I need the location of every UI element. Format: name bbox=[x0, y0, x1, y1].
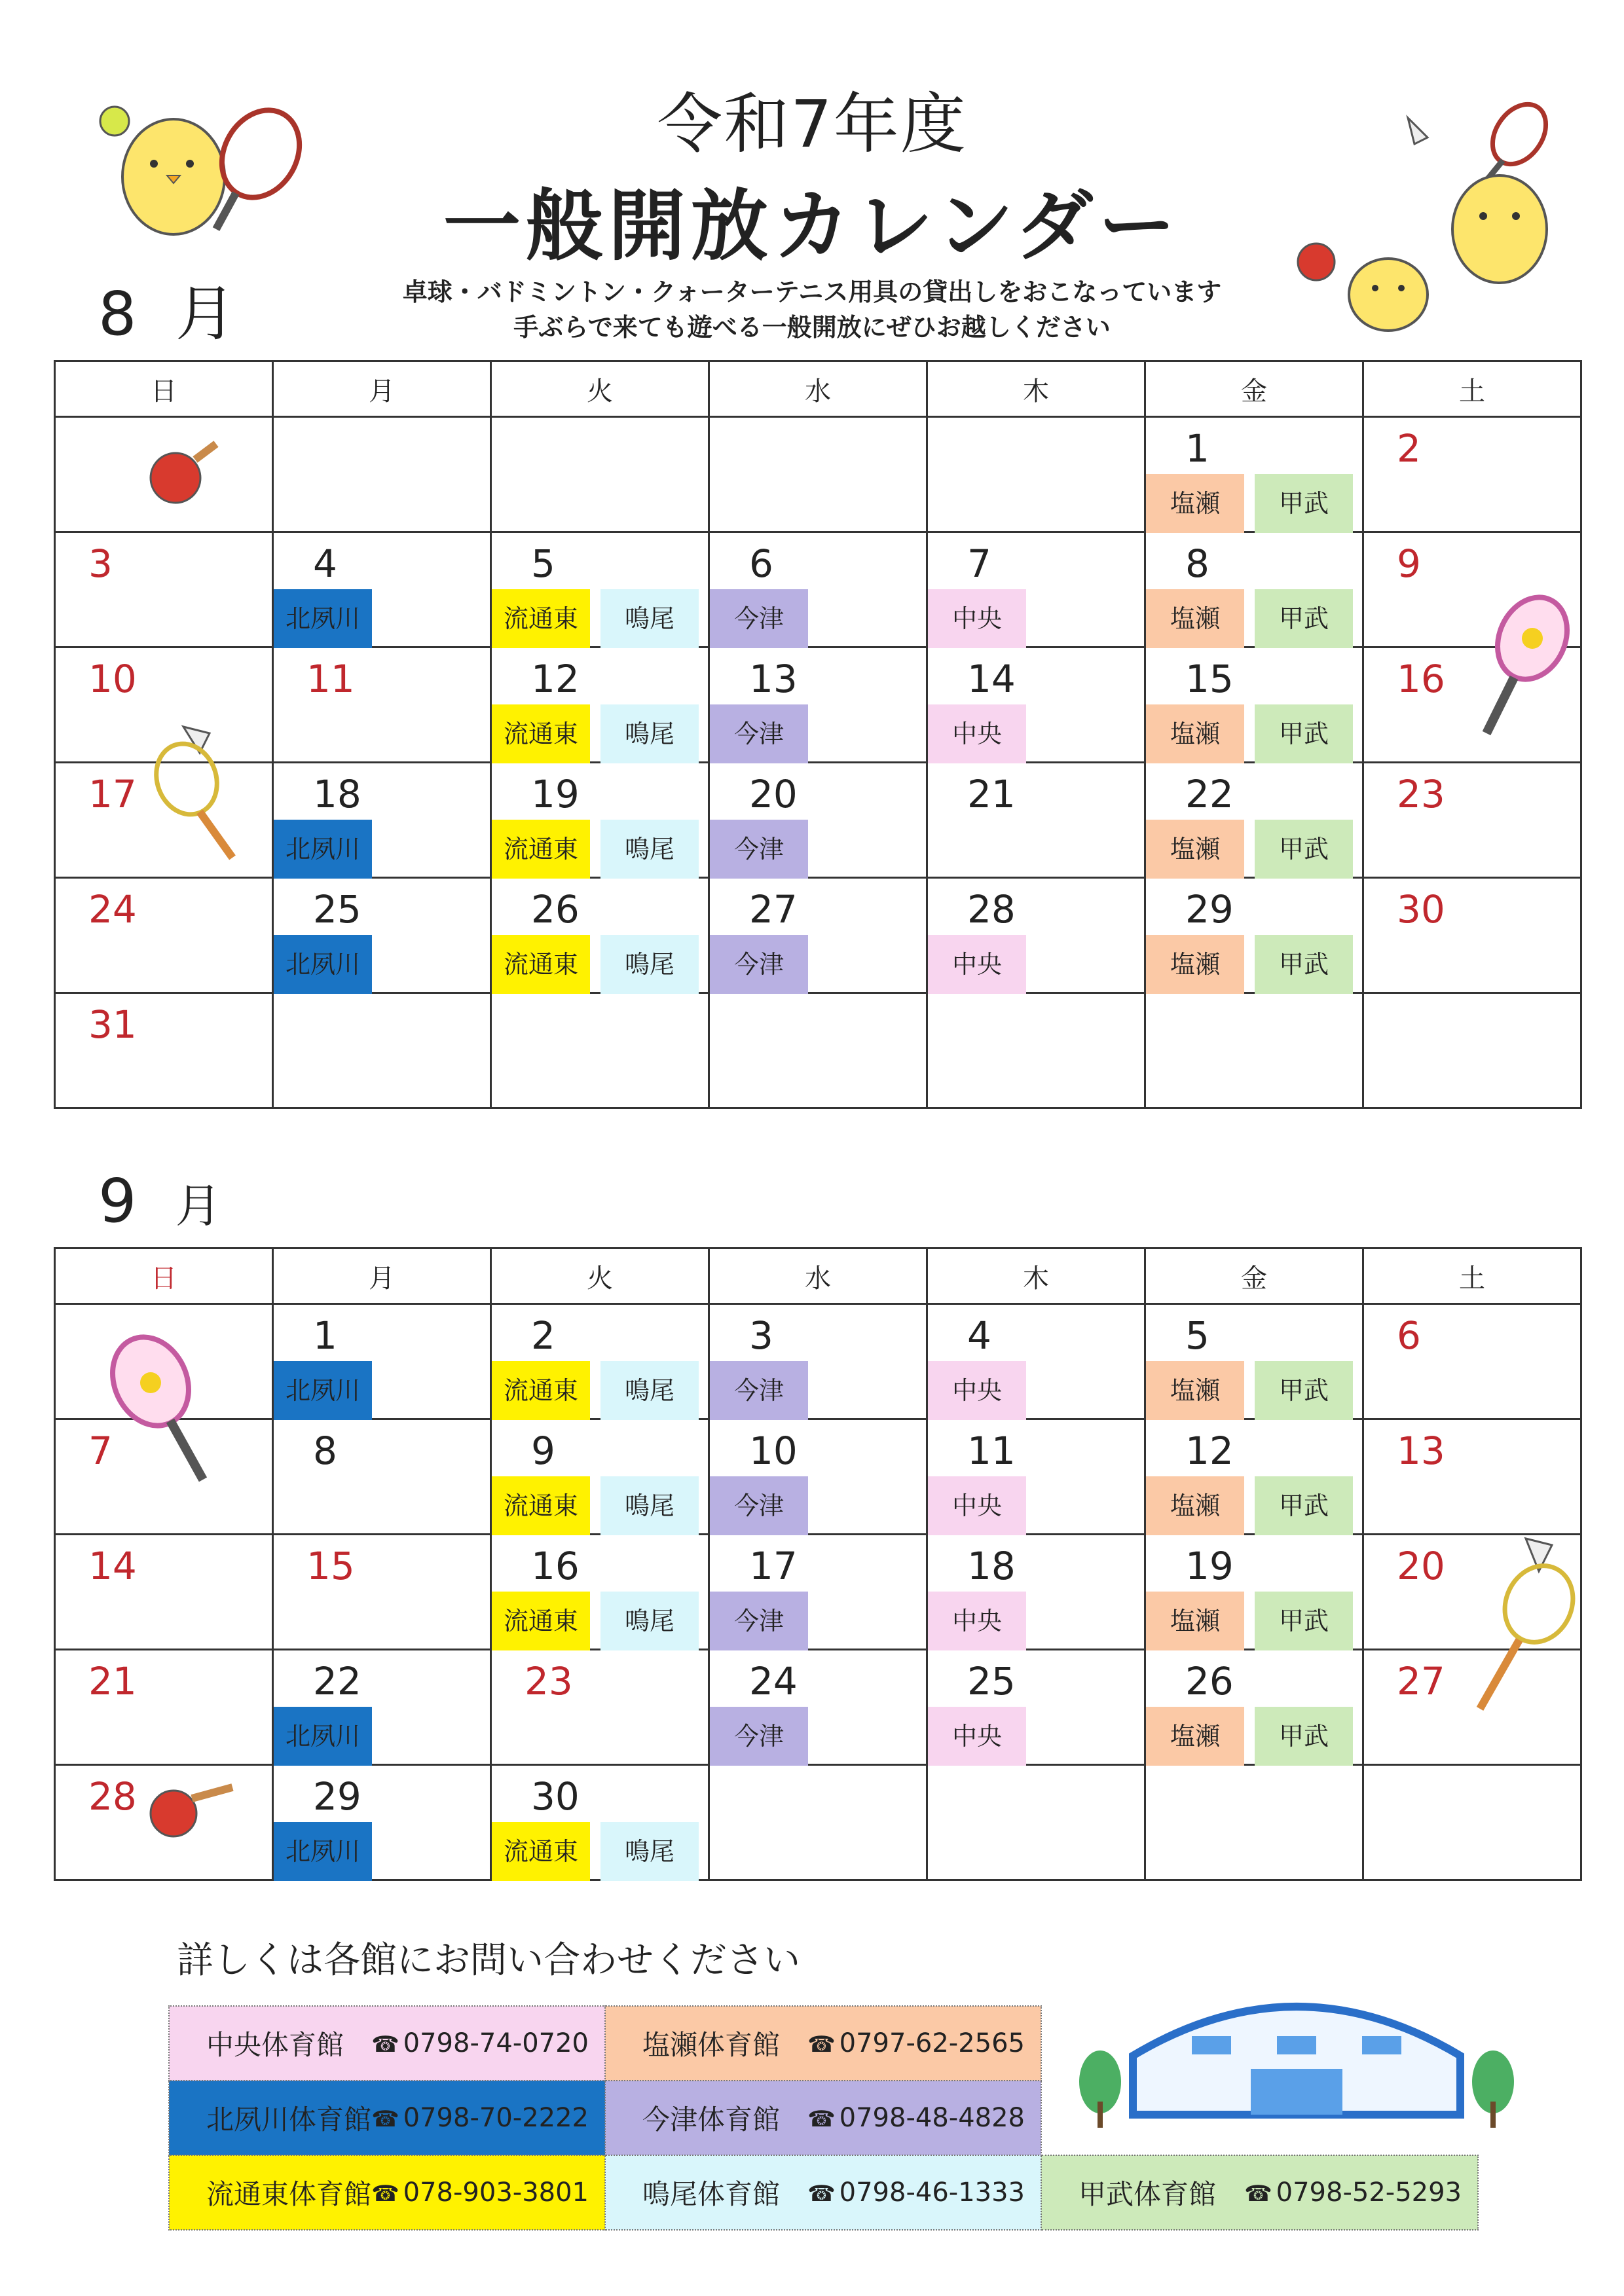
day-number: 6 bbox=[1397, 1313, 1421, 1358]
calendar-day-cell bbox=[491, 763, 709, 878]
day-number: 15 bbox=[306, 1544, 355, 1588]
day-number: 18 bbox=[313, 772, 361, 816]
day-number: 3 bbox=[749, 1313, 773, 1358]
venue-badge: 中央 bbox=[928, 1707, 1026, 1766]
gym-phone[interactable] bbox=[807, 2028, 1025, 2058]
day-number: 25 bbox=[967, 1659, 1016, 1704]
venue-badge: 塩瀬 bbox=[1146, 820, 1244, 879]
venue-badge: 北夙川 bbox=[274, 1822, 372, 1881]
calendar-day-cell bbox=[55, 993, 273, 1108]
venue-badge: 今津 bbox=[710, 1361, 808, 1420]
venue-badge: 鳴尾 bbox=[600, 1476, 699, 1535]
weekday-header: 木 bbox=[927, 1248, 1145, 1304]
day-number: 16 bbox=[531, 1544, 580, 1588]
day-number: 2 bbox=[531, 1313, 555, 1358]
calendar-day-cell bbox=[927, 1765, 1145, 1880]
calendar-week-row bbox=[55, 1650, 1581, 1765]
calendar-day-cell bbox=[709, 417, 927, 532]
venue-badge: 流通東 bbox=[492, 704, 590, 763]
day-number: 10 bbox=[88, 657, 137, 701]
venue-badge: 中央 bbox=[928, 704, 1026, 763]
phone-icon: ☎ bbox=[807, 2181, 836, 2207]
venue-badge: 鳴尾 bbox=[600, 935, 699, 994]
day-number: 23 bbox=[1397, 772, 1445, 816]
day-number: 16 bbox=[1397, 657, 1445, 701]
month-number: 8 bbox=[98, 279, 137, 349]
weekday-header: 金 bbox=[1145, 1248, 1363, 1304]
calendar-day-cell bbox=[55, 532, 273, 647]
venue-badge: 中央 bbox=[928, 935, 1026, 994]
calendar-day-cell bbox=[491, 1650, 709, 1765]
day-number: 12 bbox=[1185, 1429, 1234, 1473]
phone-number: 0798-70-2222 bbox=[403, 2103, 589, 2133]
calendar-week-row bbox=[55, 1304, 1581, 1419]
day-number: 1 bbox=[1185, 426, 1209, 471]
day-number: 26 bbox=[1185, 1659, 1234, 1704]
calendar-day-cell bbox=[709, 763, 927, 878]
calendar-day-cell bbox=[1363, 1304, 1581, 1419]
calendar-day-cell bbox=[1363, 878, 1581, 993]
day-number: 27 bbox=[749, 887, 798, 932]
venue-badge: 鳴尾 bbox=[600, 820, 699, 879]
venue-badge: 鳴尾 bbox=[600, 1361, 699, 1420]
calendar-day-cell bbox=[1145, 1419, 1363, 1535]
calendar-day-cell bbox=[1145, 532, 1363, 647]
contact-cell bbox=[169, 2155, 605, 2230]
calendar-day-cell bbox=[491, 993, 709, 1108]
phone-number: 0798-46-1333 bbox=[839, 2178, 1025, 2208]
calendar-day-cell bbox=[1363, 1419, 1581, 1535]
phone-number: 0798-48-4828 bbox=[839, 2103, 1025, 2133]
venue-badge: 塩瀬 bbox=[1146, 1592, 1244, 1650]
day-number: 13 bbox=[749, 657, 798, 701]
weekday-header: 火 bbox=[491, 1248, 709, 1304]
contact-cell bbox=[605, 2155, 1041, 2230]
weekday-header: 日 bbox=[55, 1248, 273, 1304]
badminton-racket-icon bbox=[138, 714, 255, 871]
day-number: 3 bbox=[88, 541, 113, 586]
day-number: 8 bbox=[1185, 541, 1209, 586]
venue-badge: 今津 bbox=[710, 820, 808, 879]
venue-badge: 流通東 bbox=[492, 1476, 590, 1535]
contact-cell bbox=[605, 2006, 1041, 2081]
day-number: 17 bbox=[749, 1544, 798, 1588]
venue-badge: 塩瀬 bbox=[1146, 1361, 1244, 1420]
day-number: 23 bbox=[525, 1659, 573, 1704]
weekday-header: 月 bbox=[273, 1248, 491, 1304]
phone-icon: ☎ bbox=[371, 2181, 399, 2207]
day-number: 22 bbox=[1185, 772, 1234, 816]
venue-badge: 北夙川 bbox=[274, 820, 372, 879]
title-year: 令和7年度 bbox=[657, 86, 967, 162]
calendar-day-cell bbox=[273, 1419, 491, 1535]
day-number: 5 bbox=[531, 541, 555, 586]
calendar-day-cell bbox=[273, 647, 491, 763]
venue-badge: 今津 bbox=[710, 704, 808, 763]
calendar-week-row bbox=[55, 532, 1581, 647]
venue-badge: 中央 bbox=[928, 589, 1026, 648]
phone-number: 0798-74-0720 bbox=[403, 2028, 589, 2058]
calendar-day-cell bbox=[927, 1650, 1145, 1765]
weekday-header: 土 bbox=[1363, 361, 1581, 417]
phone-icon: ☎ bbox=[807, 2032, 836, 2058]
venue-badge: 塩瀬 bbox=[1146, 704, 1244, 763]
contact-heading: 詳しくは各館にお問い合わせください bbox=[177, 1939, 800, 1982]
day-number: 28 bbox=[88, 1774, 137, 1819]
calendar-day-cell bbox=[1145, 878, 1363, 993]
venue-badge: 塩瀬 bbox=[1146, 589, 1244, 648]
day-number: 24 bbox=[749, 1659, 798, 1704]
venue-badge: 甲武 bbox=[1255, 1476, 1353, 1535]
day-number: 19 bbox=[1185, 1544, 1234, 1588]
calendar-day-cell bbox=[491, 417, 709, 532]
day-number: 6 bbox=[749, 541, 773, 586]
calendar-day-cell bbox=[709, 1535, 927, 1650]
calendar-day-cell bbox=[1145, 647, 1363, 763]
day-number: 18 bbox=[967, 1544, 1016, 1588]
venue-badge: 甲武 bbox=[1255, 1707, 1353, 1766]
day-number: 14 bbox=[967, 657, 1016, 701]
ping-pong-paddle-icon bbox=[141, 1777, 239, 1843]
phone-icon: ☎ bbox=[807, 2106, 836, 2132]
venue-badge: 北夙川 bbox=[274, 935, 372, 994]
venue-badge: 流通東 bbox=[492, 1592, 590, 1650]
calendar-day-cell bbox=[927, 878, 1145, 993]
day-number: 28 bbox=[967, 887, 1016, 932]
calendar-day-cell bbox=[709, 647, 927, 763]
day-number: 19 bbox=[531, 772, 580, 816]
venue-badge: 中央 bbox=[928, 1476, 1026, 1535]
day-number: 14 bbox=[88, 1544, 137, 1588]
calendar-day-cell bbox=[927, 417, 1145, 532]
calendar-day-cell bbox=[491, 878, 709, 993]
calendar-day-cell bbox=[709, 993, 927, 1108]
day-number: 24 bbox=[88, 887, 137, 932]
day-number: 9 bbox=[531, 1429, 555, 1473]
day-number: 9 bbox=[1397, 541, 1421, 586]
calendar-day-cell bbox=[273, 1535, 491, 1650]
contact-cell bbox=[605, 2081, 1041, 2155]
gym-phone[interactable] bbox=[371, 2103, 589, 2133]
calendar-september bbox=[54, 1247, 1582, 1881]
calendar-day-cell bbox=[273, 763, 491, 878]
gym-name: 塩瀬体育館 bbox=[642, 2029, 781, 2061]
calendar-day-cell bbox=[491, 1304, 709, 1419]
calendar-day-cell bbox=[709, 1650, 927, 1765]
day-number: 11 bbox=[967, 1429, 1016, 1473]
venue-badge: 中央 bbox=[928, 1361, 1026, 1420]
calendar-day-cell bbox=[709, 1304, 927, 1419]
month-label-sep bbox=[98, 1166, 221, 1239]
chick-badminton-icon bbox=[1277, 98, 1552, 334]
calendar-day-cell bbox=[709, 1419, 927, 1535]
day-number: 2 bbox=[1397, 426, 1421, 471]
calendar-day-cell bbox=[273, 878, 491, 993]
calendar-day-cell bbox=[1145, 1304, 1363, 1419]
venue-badge: 塩瀬 bbox=[1146, 935, 1244, 994]
venue-badge: 今津 bbox=[710, 1707, 808, 1766]
month-unit: 月 bbox=[175, 1179, 221, 1233]
calendar-day-cell bbox=[709, 878, 927, 993]
calendar-day-cell bbox=[1145, 417, 1363, 532]
month-number: 9 bbox=[98, 1166, 137, 1236]
subtitle-line-1: 卓球・バドミントン・クォーターテニス用具の貸出しをおこなっています bbox=[402, 278, 1222, 306]
gymnasium-icon bbox=[1074, 1984, 1519, 2134]
venue-badge: 北夙川 bbox=[274, 589, 372, 648]
calendar-week-row bbox=[55, 763, 1581, 878]
calendar-day-cell bbox=[1145, 1650, 1363, 1765]
venue-badge: 甲武 bbox=[1255, 589, 1353, 648]
calendar-day-cell bbox=[927, 993, 1145, 1108]
gym-phone[interactable] bbox=[807, 2178, 1025, 2208]
weekday-header: 火 bbox=[491, 361, 709, 417]
venue-badge: 甲武 bbox=[1255, 704, 1353, 763]
day-number: 5 bbox=[1185, 1313, 1209, 1358]
calendar-day-cell bbox=[1363, 763, 1581, 878]
calendar-day-cell bbox=[709, 532, 927, 647]
calendar-day-cell bbox=[1145, 1765, 1363, 1880]
weekday-header: 金 bbox=[1145, 361, 1363, 417]
gym-name: 北夙川体育館 bbox=[206, 2104, 372, 2136]
calendar-august bbox=[54, 360, 1582, 1109]
venue-badge: 甲武 bbox=[1255, 1361, 1353, 1420]
venue-badge: 鳴尾 bbox=[600, 704, 699, 763]
calendar-day-cell bbox=[1363, 417, 1581, 532]
day-number: 4 bbox=[313, 541, 337, 586]
day-number: 4 bbox=[967, 1313, 991, 1358]
calendar-day-cell bbox=[273, 417, 491, 532]
contact-cell bbox=[1041, 2155, 1478, 2230]
calendar-week-row bbox=[55, 878, 1581, 993]
calendar-day-cell bbox=[491, 532, 709, 647]
subtitle-line-2: 手ぶらで来ても遊べる一般開放にぜひお越しください bbox=[513, 313, 1111, 342]
calendar-day-cell bbox=[55, 1535, 273, 1650]
venue-badge: 鳴尾 bbox=[600, 1592, 699, 1650]
venue-badge: 甲武 bbox=[1255, 1592, 1353, 1650]
day-number: 10 bbox=[749, 1429, 798, 1473]
calendar-day-cell bbox=[491, 1419, 709, 1535]
month-unit: 月 bbox=[175, 279, 236, 349]
day-number: 8 bbox=[313, 1429, 337, 1473]
day-number: 30 bbox=[1397, 887, 1445, 932]
badminton-racket-icon bbox=[1454, 1532, 1585, 1728]
calendar-day-cell bbox=[273, 1304, 491, 1419]
tennis-racket-icon bbox=[98, 1329, 223, 1499]
venue-badge: 北夙川 bbox=[274, 1361, 372, 1420]
calendar-day-cell bbox=[927, 1419, 1145, 1535]
phone-number: 0797-62-2565 bbox=[839, 2028, 1025, 2058]
gym-name: 中央体育館 bbox=[206, 2029, 344, 2061]
calendar-day-cell bbox=[273, 1765, 491, 1880]
day-number: 25 bbox=[313, 887, 361, 932]
venue-badge: 中央 bbox=[928, 1592, 1026, 1650]
gym-phone[interactable] bbox=[371, 2028, 589, 2058]
day-number: 29 bbox=[313, 1774, 361, 1819]
phone-icon: ☎ bbox=[1244, 2181, 1272, 2207]
calendar-day-cell bbox=[927, 532, 1145, 647]
contact-cell bbox=[169, 2081, 605, 2155]
calendar-week-row bbox=[55, 1419, 1581, 1535]
day-number: 15 bbox=[1185, 657, 1234, 701]
calendar-day-cell bbox=[491, 1765, 709, 1880]
weekday-header: 月 bbox=[273, 361, 491, 417]
venue-badge: 流通東 bbox=[492, 820, 590, 879]
calendar-day-cell bbox=[55, 1650, 273, 1765]
month-label-aug bbox=[98, 279, 236, 349]
calendar-week-row bbox=[55, 1765, 1581, 1880]
tennis-racket-icon bbox=[1460, 589, 1578, 746]
gym-phone[interactable] bbox=[807, 2103, 1025, 2133]
day-number: 7 bbox=[967, 541, 991, 586]
calendar-day-cell bbox=[927, 647, 1145, 763]
venue-badge: 塩瀬 bbox=[1146, 474, 1244, 533]
phone-icon: ☎ bbox=[371, 2106, 399, 2132]
phone-number: 078-903-3801 bbox=[403, 2178, 589, 2208]
gym-name: 流通東体育館 bbox=[206, 2178, 372, 2210]
day-number: 31 bbox=[88, 1002, 137, 1047]
venue-badge: 流通東 bbox=[492, 935, 590, 994]
calendar-day-cell bbox=[1363, 993, 1581, 1108]
calendar-day-cell bbox=[927, 763, 1145, 878]
gym-phone[interactable] bbox=[1244, 2178, 1462, 2208]
calendar-day-cell bbox=[273, 532, 491, 647]
weekday-header: 水 bbox=[709, 1248, 927, 1304]
venue-badge: 北夙川 bbox=[274, 1707, 372, 1766]
venue-badge: 今津 bbox=[710, 1476, 808, 1535]
ping-pong-paddle-icon bbox=[144, 439, 223, 511]
contact-cell bbox=[169, 2006, 605, 2081]
gym-phone[interactable] bbox=[371, 2178, 589, 2208]
day-number: 20 bbox=[749, 772, 798, 816]
day-number: 21 bbox=[967, 772, 1016, 816]
calendar-day-cell bbox=[927, 1535, 1145, 1650]
calendar-day-cell bbox=[1145, 763, 1363, 878]
contact-row bbox=[169, 2155, 1478, 2230]
venue-badge: 流通東 bbox=[492, 1361, 590, 1420]
venue-badge: 流通東 bbox=[492, 1822, 590, 1881]
venue-badge: 鳴尾 bbox=[600, 1822, 699, 1881]
gym-name: 鳴尾体育館 bbox=[642, 2178, 781, 2210]
calendar-week-row bbox=[55, 1535, 1581, 1650]
calendar-day-cell bbox=[273, 1650, 491, 1765]
calendar-day-cell bbox=[491, 1535, 709, 1650]
calendar-day-cell bbox=[1145, 993, 1363, 1108]
weekday-header: 日 bbox=[55, 361, 273, 417]
calendar-day-cell bbox=[491, 647, 709, 763]
day-number: 27 bbox=[1397, 1659, 1445, 1704]
venue-badge: 流通東 bbox=[492, 589, 590, 648]
day-number: 11 bbox=[306, 657, 355, 701]
venue-badge: 甲武 bbox=[1255, 935, 1353, 994]
calendar-day-cell bbox=[55, 878, 273, 993]
gym-name: 今津体育館 bbox=[642, 2104, 781, 2136]
calendar-day-cell bbox=[273, 993, 491, 1108]
day-number: 26 bbox=[531, 887, 580, 932]
venue-badge: 甲武 bbox=[1255, 474, 1353, 533]
venue-badge: 鳴尾 bbox=[600, 589, 699, 648]
day-number: 29 bbox=[1185, 887, 1234, 932]
calendar-day-cell bbox=[1145, 1535, 1363, 1650]
weekday-header: 土 bbox=[1363, 1248, 1581, 1304]
chick-tennis-icon bbox=[98, 98, 314, 255]
day-number: 17 bbox=[88, 772, 137, 816]
day-number: 22 bbox=[313, 1659, 361, 1704]
calendar-week-row bbox=[55, 417, 1581, 532]
day-number: 7 bbox=[88, 1429, 113, 1473]
venue-badge: 甲武 bbox=[1255, 820, 1353, 879]
venue-badge: 今津 bbox=[710, 1592, 808, 1650]
weekday-header: 水 bbox=[709, 361, 927, 417]
venue-badge: 今津 bbox=[710, 935, 808, 994]
day-number: 20 bbox=[1397, 1544, 1445, 1588]
calendar-day-cell bbox=[1363, 1765, 1581, 1880]
phone-number: 0798-52-5293 bbox=[1276, 2178, 1462, 2208]
day-number: 21 bbox=[88, 1659, 137, 1704]
day-number: 30 bbox=[531, 1774, 580, 1819]
venue-badge: 今津 bbox=[710, 589, 808, 648]
gym-name: 甲武体育館 bbox=[1079, 2178, 1217, 2210]
weekday-header: 木 bbox=[927, 361, 1145, 417]
venue-badge: 塩瀬 bbox=[1146, 1476, 1244, 1535]
calendar-week-row bbox=[55, 647, 1581, 763]
phone-icon: ☎ bbox=[371, 2032, 399, 2058]
day-number: 1 bbox=[313, 1313, 337, 1358]
day-number: 13 bbox=[1397, 1429, 1445, 1473]
page-title: 一般開放カレンダー bbox=[443, 181, 1181, 271]
calendar-day-cell bbox=[709, 1765, 927, 1880]
calendar-day-cell bbox=[927, 1304, 1145, 1419]
day-number: 12 bbox=[531, 657, 580, 701]
venue-badge: 塩瀬 bbox=[1146, 1707, 1244, 1766]
calendar-week-row bbox=[55, 993, 1581, 1108]
